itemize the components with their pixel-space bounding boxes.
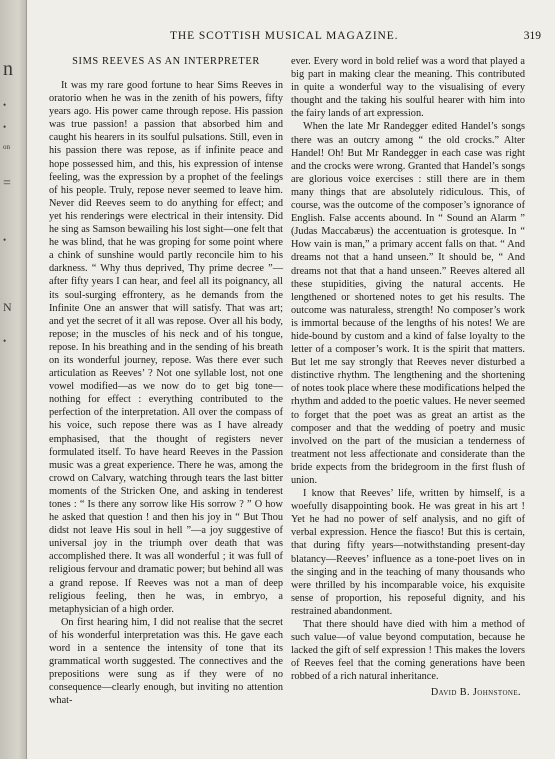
prev-page-fragment: • — [3, 336, 7, 346]
prev-page-fragment: • — [3, 122, 7, 132]
left-column — [49, 55, 283, 708]
article-title: SIMS REEVES AS AN INTERPRETER — [72, 56, 260, 67]
article-paragraph-continued: ever. Every word in bold relief was a word that played a big part in making clear the meaning. This contributed in quite a wonderful way to the visualising of every thought and the taking his soulful hearer with him into the fairy lands of art expression. — [291, 56, 525, 120]
page-number: 319 — [523, 30, 541, 42]
article-paragraph: When the late Mr Randegger edited Handel’s songs there was an outcry among “ the old crocks.” Alter Handel! Oh! But Mr Randegger in each case was right and the crocks were wrong. Granted that Handel’s songs are glorious voice exercises : still there are in them many things that are absolutely ridiculous. This, of course, was the outcome of the composer’s ignorance of English. False accents abound. In “ Sound an Alarm ” (Judas Maccabæus) the accentuation is grotesque. In “ How vain is man,” a primary accent falls on that. “ And dreams not that a hand unseen.” It should be, “ And dreams not that that a hand unseen.” Reeves altered all these stupidities, giving the natural accents. He lengthened or shortened notes to get his results. The outcome was naturaless, strength! No composer’s work is immortal because of the lengths of his notes! We are hide-bound by custom and a kind of false loyalty to the letter of a composer’s work. It is the spirit that matters. But let me say strongly that Reeves never disturbed a distinctive rhythm. The lengthening and the shortening of notes took place where these modifications helped the rhythm and added to the poetic values. He never seemed to forget that the poet was as great an artist as the composer and that the wedding of poetry and music involved on the part of the musician a tenderness of treatment not less affectionate and considerate than the bride expects from the bridegroom in the first flush of union. — [291, 121, 525, 486]
prev-page-fragment: • — [3, 100, 7, 110]
author-signature: David B. Johnstone. — [430, 686, 521, 698]
prev-page-fragment: • — [3, 235, 7, 245]
previous-page-edge — [0, 0, 27, 759]
prev-page-fragment: = — [3, 176, 11, 191]
page-header — [27, 30, 541, 46]
article-paragraph: On first hearing him, I did not realise that the secret of his wonderful interpretation was this. He gave each word in a sentence the intensity of tone that its grammatical worth suggested. The connectives and the prepositions were sung as if they were of no consequence—clearly enough, but inviting no attention what- — [49, 616, 283, 707]
magazine-page — [27, 0, 555, 759]
article-paragraph: I know that Reeves’ life, written by himself, is a woefully disappointing book. He was great in his art ! Yet he had no power of self analysis, and no gift of verbal expression. Hence the fiasco! But this is certain, that during fifty years—notwithstanding present-day blatancy—Reeves’ influence as a tone-poet lives on in the singing and in the teaching of many thousands who were thrilled by his incomparable voice, his exquisite sense of proportion, his reposeful dignity, and his restrained abandonment. — [291, 488, 525, 617]
right-column — [291, 55, 525, 699]
prev-page-fragment: n — [3, 58, 13, 80]
prev-page-fragment: on — [3, 143, 10, 151]
running-title: THE SCOTTISH MUSICAL MAGAZINE. — [170, 30, 399, 42]
prev-page-fragment: N — [3, 300, 12, 314]
article-paragraph: It was my rare good fortune to hear Sims Reeves in oratorio when he was in the zenith of his powers, fifty years ago. His power came through repose. His passion was true passion! a passion that absorbed him and caught his hearers in its soulful pulsations. Still, even in his passion there was repose, as if infinite peace and hope possessed him, and this, his expression of intense feeling, was the expression by a prophet of the feelings of his people. Truly, repose never seemed to leave him. Never did Reeves seem to do anything for effect; and yet his renderings were electrical in their intensity. Did he sing as Samson bewailing his lost sight—one felt that he was blind, that he was groping for some point where a chink of sunshine would partly reconcile him to his darkness. “ Why thus deprived, Thy prime decree ”—after fifty years I can hear, and feel all its poignancy, all its soul-surging effrontery, as he demands from the Infinite One an answer that will satisfy. That was art; and yet the secret of it all was repose. Over all his body, repose; in the muscles of his neck and of his tongue, repose. In his breathing and in the sending of his breath on its wonderful journey, repose. Was there ever such articulation as Reeves’ ? Not one syllable lost, not one vowel modified—as we now do to get big tone—nothing for effect : everything contributed to the perfection of the interpretation. All over the compass of his voice, such repose there was as I have already emphasised, that the thought of registers never formulated itself. To have heard Reeves in the Passion music was a great experience. There he was, among the crowd on Calvary, watching through tears the last bitter moments of the Stricken One, and asking in tenderest tones : “ Is there any sorrow like His sorrow ? ” O how he asked that question ! and then his joy in “ But Thou didst not leave His soul in hell ”—a joy suggestive of universal joy in the triumph over death that was accomplished there. It was all wonderful ; it was full of religious fervour and dramatic power; but behind all was a grand repose. If Reeves was not a man of deep religious feeling, then he was, in embryo, a metaphysician of a high order. — [49, 80, 283, 615]
article-paragraph: That there should have died with him a method of such value—of value beyond computation, because he lacked the gift of self expression ! This makes the lovers of Reeves feel that the coming generations have been robbed of a rich natural inheritance. — [291, 619, 525, 683]
